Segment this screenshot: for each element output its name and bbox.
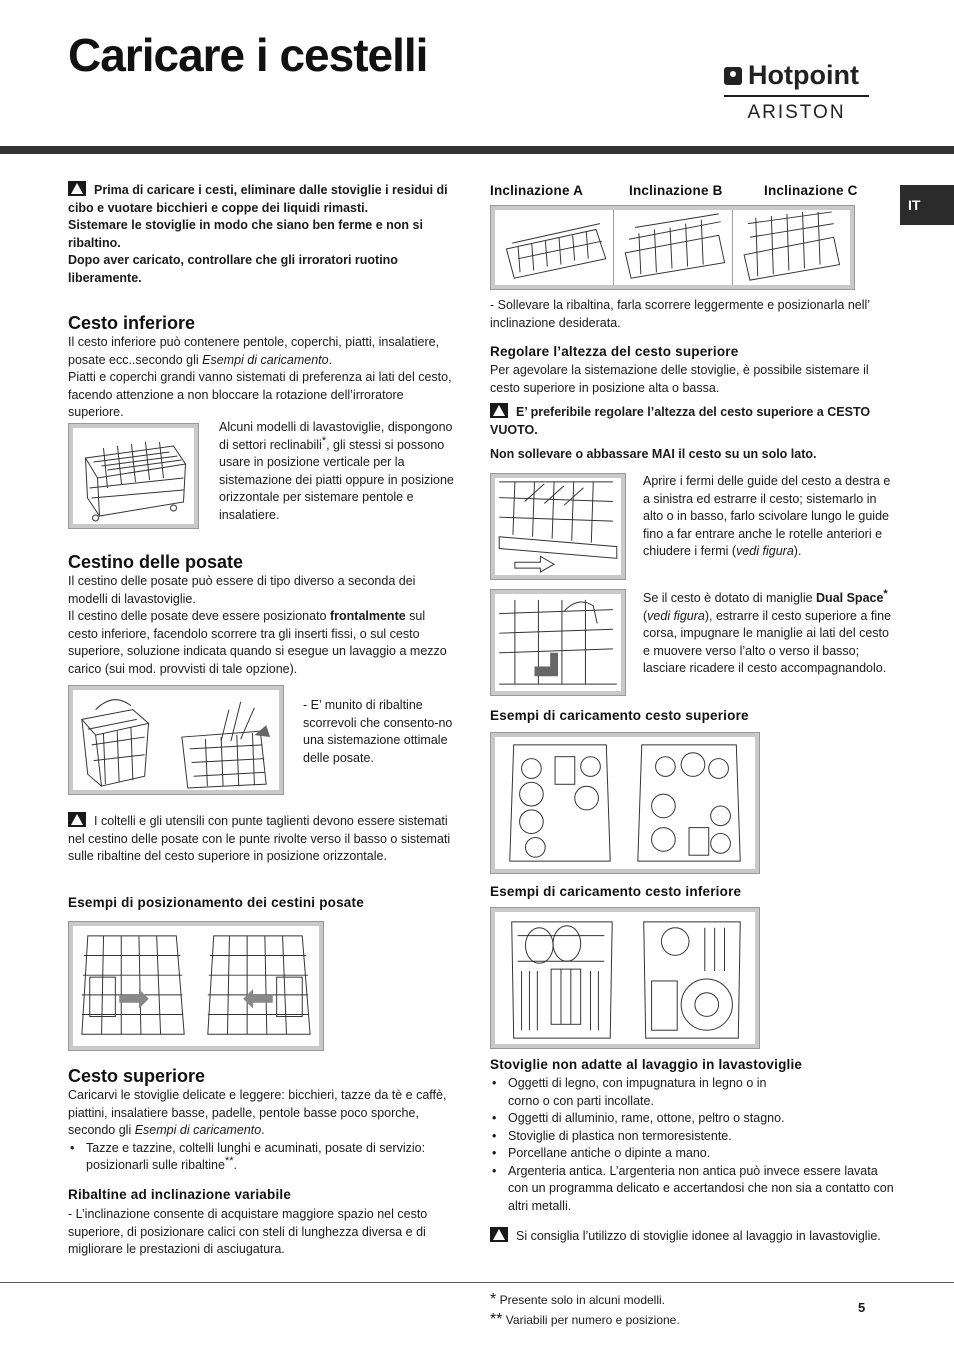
page-number: 5: [858, 1300, 866, 1315]
brand-logo: [724, 60, 869, 124]
cesto-superiore-heading: Cesto superiore: [68, 1066, 206, 1086]
basket-guide-figure: [490, 473, 626, 580]
inclinazioni-drawing: [495, 210, 850, 285]
regolare-text: Per agevolare la sistemazione delle stoviglie, è possibile sistemare il cesto superiore in posizione alta o bassa.: [490, 363, 869, 395]
knives-warning: I coltelli e gli utensili con punte taglienti devono essere sistemati nel cestino delle posate con le punte rivolte verso il basso o sistemati sulle ribaltine del cesto superiore in posizione orizzontale.: [68, 814, 451, 863]
lower-basket-drawing: [73, 428, 194, 524]
cutlery-position-figure: [68, 921, 324, 1051]
list-item: • Stoviglie di plastica non termoresistente.: [490, 1128, 895, 1146]
upper-loading-figure: [490, 732, 760, 874]
cutlery-position-drawing: [73, 926, 319, 1046]
cesto-inferiore-heading: Cesto inferiore: [68, 313, 196, 333]
inclinazione-c-label: Inclinazione C: [764, 183, 858, 198]
footnotes: * Presente solo in alcuni modelli. ** Variabili per numero e posizione.: [490, 1291, 680, 1328]
lower-loading-drawing: [495, 912, 755, 1044]
esempi-inferiore-heading: Esempi di caricamento cesto inferiore: [490, 884, 742, 899]
lower-loading-figure: [490, 907, 760, 1049]
inclinazioni-figure: [490, 205, 855, 290]
cesto-superiore-text: Caricarvi le stoviglie delicate e leggere: bicchieri, tazze da tè e caffè, piattini, insalatiere basse, padelle, pentole basse poco sporche, secondo gli Esempi di caricamento. • Tazze e tazzine, coltelli lunghi e acuminati, posate di servizio: posizionarli sulle ribaltine**.: [68, 1087, 458, 1175]
regolare-warning: E’ preferibile regolare l’altezza del cesto superiore a CESTO VUOTO.: [490, 405, 871, 437]
posizionamento-heading: Esempi di posizionamento dei cestini posate: [68, 895, 364, 910]
dual-space-drawing: [495, 594, 621, 691]
cesto-inferiore-text: Il cesto inferiore può contenere pentole, coperchi, piatti, insalatiere, posate ecc..secondo gli Esempi di caricamento. Piatti e coperchi grandi vanno sistemati di preferenza ai lati del cesto, facendo attenzione a non bloccare la rotazione dell’irroratore superiore.: [68, 335, 452, 419]
list-item: • Oggetti di legno, con impugnatura in legno o in corno o con parti incollate.: [490, 1075, 768, 1110]
header-divider: [0, 146, 954, 154]
dual-space-text: Se il cesto è dotato di maniglie Dual Space* (vedi figura), estrarre il cesto superiore a fine corsa, impugnare le maniglie ai lati del cesto e muovere verso l’alto o verso il basso; lasciare ricadere il cesto accompagnandolo.: [643, 587, 892, 675]
non-adatte-warning: Si consiglia l’utilizzo di stoviglie idonee al lavaggio in lavastoviglie.: [490, 1227, 890, 1246]
regolare-heading: Regolare l’altezza del cesto superiore: [490, 344, 739, 359]
inclinazione-a-label: Inclinazione A: [490, 183, 584, 198]
warning-icon: [68, 812, 86, 827]
dual-space-figure: [490, 589, 626, 696]
warning-icon: [490, 403, 508, 418]
ribaltine-posate-text: - E’ munito di ribaltine scorrevoli che consento-no una sistemazione ottimale delle posate.: [303, 698, 453, 765]
list-item: • Oggetti di alluminio, rame, ottone, peltro o stagno.: [490, 1110, 895, 1128]
ribaltine-heading: Ribaltine ad inclinazione variabile: [68, 1187, 292, 1202]
cestino-posate-heading: Cestino delle posate: [68, 552, 244, 572]
ribaltine-text: - L’inclinazione consente di acquistare maggiore spazio nel cesto superiore, di posizionare calici con steli di lunghezza diversa e di migliorare le prestazioni di asciugatura.: [68, 1207, 428, 1256]
brand-top: Hotpoint: [748, 60, 859, 90]
brand-square-icon: [724, 67, 742, 85]
page-title: Caricare i cestelli: [68, 29, 428, 81]
esempi-superiore-heading: Esempi di caricamento cesto superiore: [490, 708, 749, 723]
brand-bottom: ARISTON: [747, 102, 846, 123]
upper-loading-drawing: [495, 737, 755, 869]
cutlery-basket-drawing: [73, 690, 279, 790]
cestino-posate-text: Il cestino delle posate può essere di tipo diverso a seconda dei modelli di lavastoviglie. Il cestino delle posate deve essere posizionato frontalmente sul cesto inferiore, facendolo scorrere tra gli inserti fissi, o sul cesto superiore, soluzione indicata quando si esegue un lavaggio a mezzo carico (sui mod. provvisti di tale opzione).: [68, 574, 447, 676]
intro-warning: Prima di caricare i cesti, eliminare dalle stoviglie i residui di cibo e vuotare bicchieri e coppe dei liquidi rimasti. Sistemare le stoviglie in modo che siano ben ferme e non si ribaltino. Dopo aver caricato, controllare che gli irroratori ruotino liberamente.: [68, 183, 448, 285]
non-adatte-heading: Stoviglie non adatte al lavaggio in lavastoviglie: [490, 1057, 803, 1072]
inclinazione-text: - Sollevare la ribaltina, farla scorrere leggermente e posizionarla nell’ inclinazione desiderata.: [490, 298, 870, 330]
reclinable-text: Alcuni modelli di lavastoviglie, dispongono di settori reclinabili*, gli stessi si possono usare in posizione verticale per la sistemazione dei piatti oppure in posizione orizzontale per sistemare pentole e insalatiere.: [219, 420, 454, 522]
language-tab: IT: [900, 185, 954, 225]
inclinazione-b-label: Inclinazione B: [629, 183, 723, 198]
basket-guide-drawing: [495, 478, 621, 575]
non-adatte-list: [490, 1075, 895, 1215]
lower-basket-figure: [68, 423, 199, 529]
footer-divider: [0, 1282, 954, 1283]
fermi-text: Aprire i fermi delle guide del cesto a destra e a sinistra ed estrarre il cesto; sistemarlo in alto o in basso, farlo scivolare lungo le guide fino a far entrare anche le rotelle anteriori e chiudere i fermi (vedi figura).: [643, 474, 891, 558]
regolare-warning-2: Non sollevare o abbassare MAI il cesto su un solo lato.: [490, 447, 817, 461]
cutlery-basket-figure: [68, 685, 284, 795]
list-item: • Argenteria antica. L’argenteria non antica può invece essere lavata con un programma delicato e accertandosi che non sia a contatto con altri metalli.: [490, 1163, 895, 1216]
list-item: • Porcellane antiche o dipinte a mano.: [490, 1145, 895, 1163]
warning-icon: [68, 181, 86, 196]
warning-icon: [490, 1227, 508, 1242]
